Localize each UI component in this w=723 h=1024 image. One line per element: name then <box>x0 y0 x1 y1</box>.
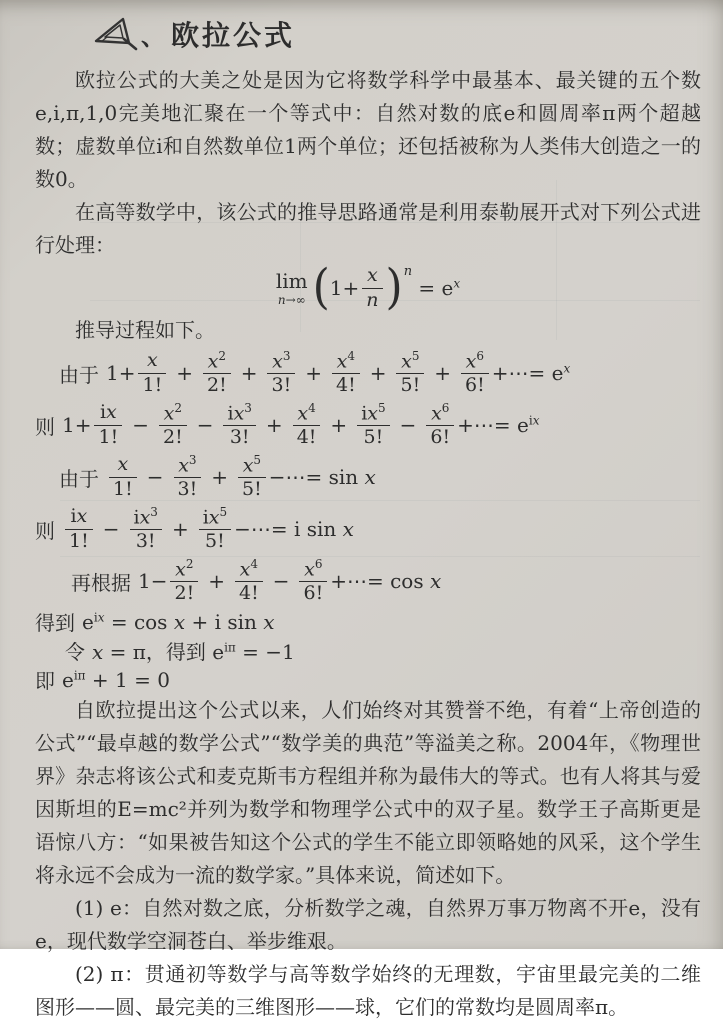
math-text: = $e^x$ <box>412 276 461 300</box>
numerator: x <box>362 265 382 288</box>
denominator: n <box>366 288 379 311</box>
math-text: 1+ <box>62 413 92 437</box>
formula-sin-series <box>35 451 701 503</box>
math-text: −⋯= i sin x <box>234 517 354 541</box>
fraction <box>65 506 93 552</box>
formula-limit <box>35 262 701 314</box>
math-operator: + <box>176 361 193 385</box>
numerator: $ix^3$ <box>130 506 162 531</box>
numerator: $x^6$ <box>299 558 327 583</box>
fraction <box>203 350 231 397</box>
numerator: $x^6$ <box>426 402 454 427</box>
formula-label: 则 <box>35 518 55 543</box>
denominator: 3! <box>271 374 292 397</box>
fraction <box>362 265 382 311</box>
numerator: $x^3$ <box>174 454 202 479</box>
denominator: 4! <box>335 374 356 397</box>
math-operator: + <box>265 413 283 437</box>
fraction <box>396 350 424 397</box>
math-text: +⋯= cos x <box>330 569 442 593</box>
denominator: 3! <box>135 530 156 553</box>
math-text: 1+ <box>106 361 136 385</box>
math-text: $e^{ix} = \cos x + i$ sin x <box>82 609 275 634</box>
formula-euler-identity-full <box>35 607 701 636</box>
denominator: 5! <box>205 530 225 553</box>
numerator: x <box>109 454 137 477</box>
math-operator: − <box>399 413 417 437</box>
denominator: 5! <box>400 374 421 397</box>
fraction <box>332 350 360 397</box>
denominator: 1! <box>113 477 133 500</box>
math-text: +⋯= $e^{ix}$ <box>457 413 540 437</box>
exponent: n <box>403 263 413 279</box>
math-operator: + <box>369 361 387 385</box>
numerator: $x^4$ <box>235 558 263 583</box>
numerator: $x^5$ <box>238 454 266 479</box>
fraction <box>138 350 166 396</box>
denominator: 1! <box>142 373 163 396</box>
paragraph-praise: 自欧拉提出这个公式以来，人们始终对其赞誉不绝，有着“上帝创造的公式”“最卓越的数学公式”“数学美的典范”等溢美之称。2004年，《物理世界》杂志将该公式和麦克斯韦方程组并称为最伟大的等式。也有人将其与爱因斯坦的E=mc²并列为数学和物理学公式中的双子星。数学王子高斯更是语惊八方：“如果被告知这个公式的学生不能立即领略她的风采，这个学生将永远不会成为一流的数学家。”具体来说，简述如下。 <box>35 698 701 887</box>
formula-label: 令 <box>65 640 85 664</box>
formula-label: 由于 <box>59 362 99 387</box>
denominator: 5! <box>242 478 262 501</box>
math-text: 1− <box>138 569 168 593</box>
denominator: 2! <box>162 426 183 449</box>
paragraph-derivation-lead: 在高等数学中，该公式的推导思路通常是利用泰勒展开式对下列公式进行处理： <box>35 200 701 257</box>
math-operator: − <box>132 413 149 437</box>
formula-exp-ix-series <box>35 399 701 451</box>
page-title: 欧拉公式 <box>171 19 296 52</box>
numerator: $x^2$ <box>159 402 187 427</box>
denominator: 6! <box>464 374 485 397</box>
formula-label: 得到 <box>35 611 75 635</box>
numerator: $x^5$ <box>396 350 424 375</box>
fraction <box>299 558 327 605</box>
denominator: 4! <box>238 582 259 605</box>
numerator: $x^2$ <box>203 350 231 375</box>
denominator: 6! <box>430 426 451 449</box>
numerator: $x^3$ <box>267 350 295 375</box>
formula-euler-identity <box>35 665 701 694</box>
numerator: $x^4$ <box>293 402 321 427</box>
title-separator: 、 <box>141 22 165 51</box>
fraction <box>174 454 202 501</box>
math-operator: − <box>196 413 214 437</box>
numerator: x <box>138 350 166 373</box>
paragraph-point-pi: (2) π：贯通初等数学与高等数学始终的无理数，宇宙里最完美的二维图形——圆、最完美的三维图形——球，它们的常数均是圆周率π。 <box>35 962 701 1019</box>
numerator: $x^2$ <box>170 558 198 583</box>
fraction <box>223 402 255 449</box>
math-operator: + <box>171 517 189 541</box>
fraction <box>426 402 454 449</box>
denominator: 2! <box>206 374 227 397</box>
numerator: $ix^5$ <box>199 506 231 531</box>
formula-cos-series <box>35 555 701 607</box>
formula-label: 由于 <box>59 466 99 491</box>
paragraph-point-e: (1) e：自然对数之底，分析数学之魂，自然界万事万物离不开e，没有e，现代数学空洞苍白、举步维艰。 <box>35 896 701 953</box>
math-text: +⋯= $e^x$ <box>491 361 571 385</box>
formula-label: 则 <box>35 414 55 439</box>
paragraph-process: 推导过程如下。 <box>75 318 215 342</box>
numerator: $x^6$ <box>461 350 489 375</box>
formula-label: 即 <box>35 669 55 693</box>
numerator: $x^4$ <box>332 350 360 375</box>
math-operator: − <box>146 465 164 489</box>
denominator: 6! <box>303 582 324 605</box>
formula-exp-series <box>35 347 701 399</box>
denominator: 1! <box>98 425 119 448</box>
paragraph-intro: 欧拉公式的大美之处是因为它将数学科学中最基本、最关键的五个数e,i,π,1,0完美地汇聚在一个等式中：自然对数的底e和圆周率π两个超越数；虚数单位i和自然数单位1两个单位；还包括被称为人类伟大创造之一的数0。 <box>35 68 701 191</box>
fraction <box>267 350 295 397</box>
math-operator: + <box>434 361 451 385</box>
fraction <box>130 506 162 553</box>
set-square-icon <box>93 16 139 52</box>
fraction <box>159 402 187 449</box>
denominator: 1! <box>69 529 89 552</box>
fraction <box>170 558 198 605</box>
math-text: $e^{i\pi} + 1 = 0$ <box>62 667 170 692</box>
numerator: ix <box>94 402 122 425</box>
numerator: $ix^3$ <box>223 402 255 427</box>
math-text: x = π，得到 $e^{i\pi} = -1$ <box>92 640 295 664</box>
math-operator: + <box>211 465 228 489</box>
math-text: 1+ <box>329 276 360 300</box>
formula-isin-series <box>35 503 701 555</box>
math-operator: + <box>305 361 322 385</box>
math-operator: − <box>102 517 120 541</box>
fraction <box>461 350 489 397</box>
section-header <box>93 14 701 54</box>
denominator: 2! <box>174 582 195 605</box>
parenthesis: ( <box>312 260 330 316</box>
denominator: 3! <box>229 426 250 449</box>
fraction <box>94 402 122 448</box>
fraction <box>357 402 389 449</box>
parenthesis: ) $^n$ <box>385 260 413 316</box>
math-operator: + <box>240 361 258 385</box>
formula-substitute-pi <box>35 636 701 665</box>
fraction <box>293 402 321 449</box>
fraction <box>238 454 266 501</box>
formula-label: 再根据 <box>71 570 131 595</box>
fraction <box>109 454 137 500</box>
denominator: 4! <box>296 426 317 449</box>
denominator: 3! <box>177 478 198 501</box>
fraction <box>199 506 231 553</box>
math-operator: + <box>208 569 225 593</box>
math-text: −⋯= sin x <box>268 465 376 489</box>
math-operator: + <box>330 413 348 437</box>
math-operator: − <box>272 569 290 593</box>
denominator: 5! <box>363 426 384 449</box>
numerator: ix <box>65 506 93 529</box>
fraction <box>235 558 263 605</box>
numerator: $ix^5$ <box>357 402 389 427</box>
limit-operator: lim n→∞ <box>275 268 308 307</box>
